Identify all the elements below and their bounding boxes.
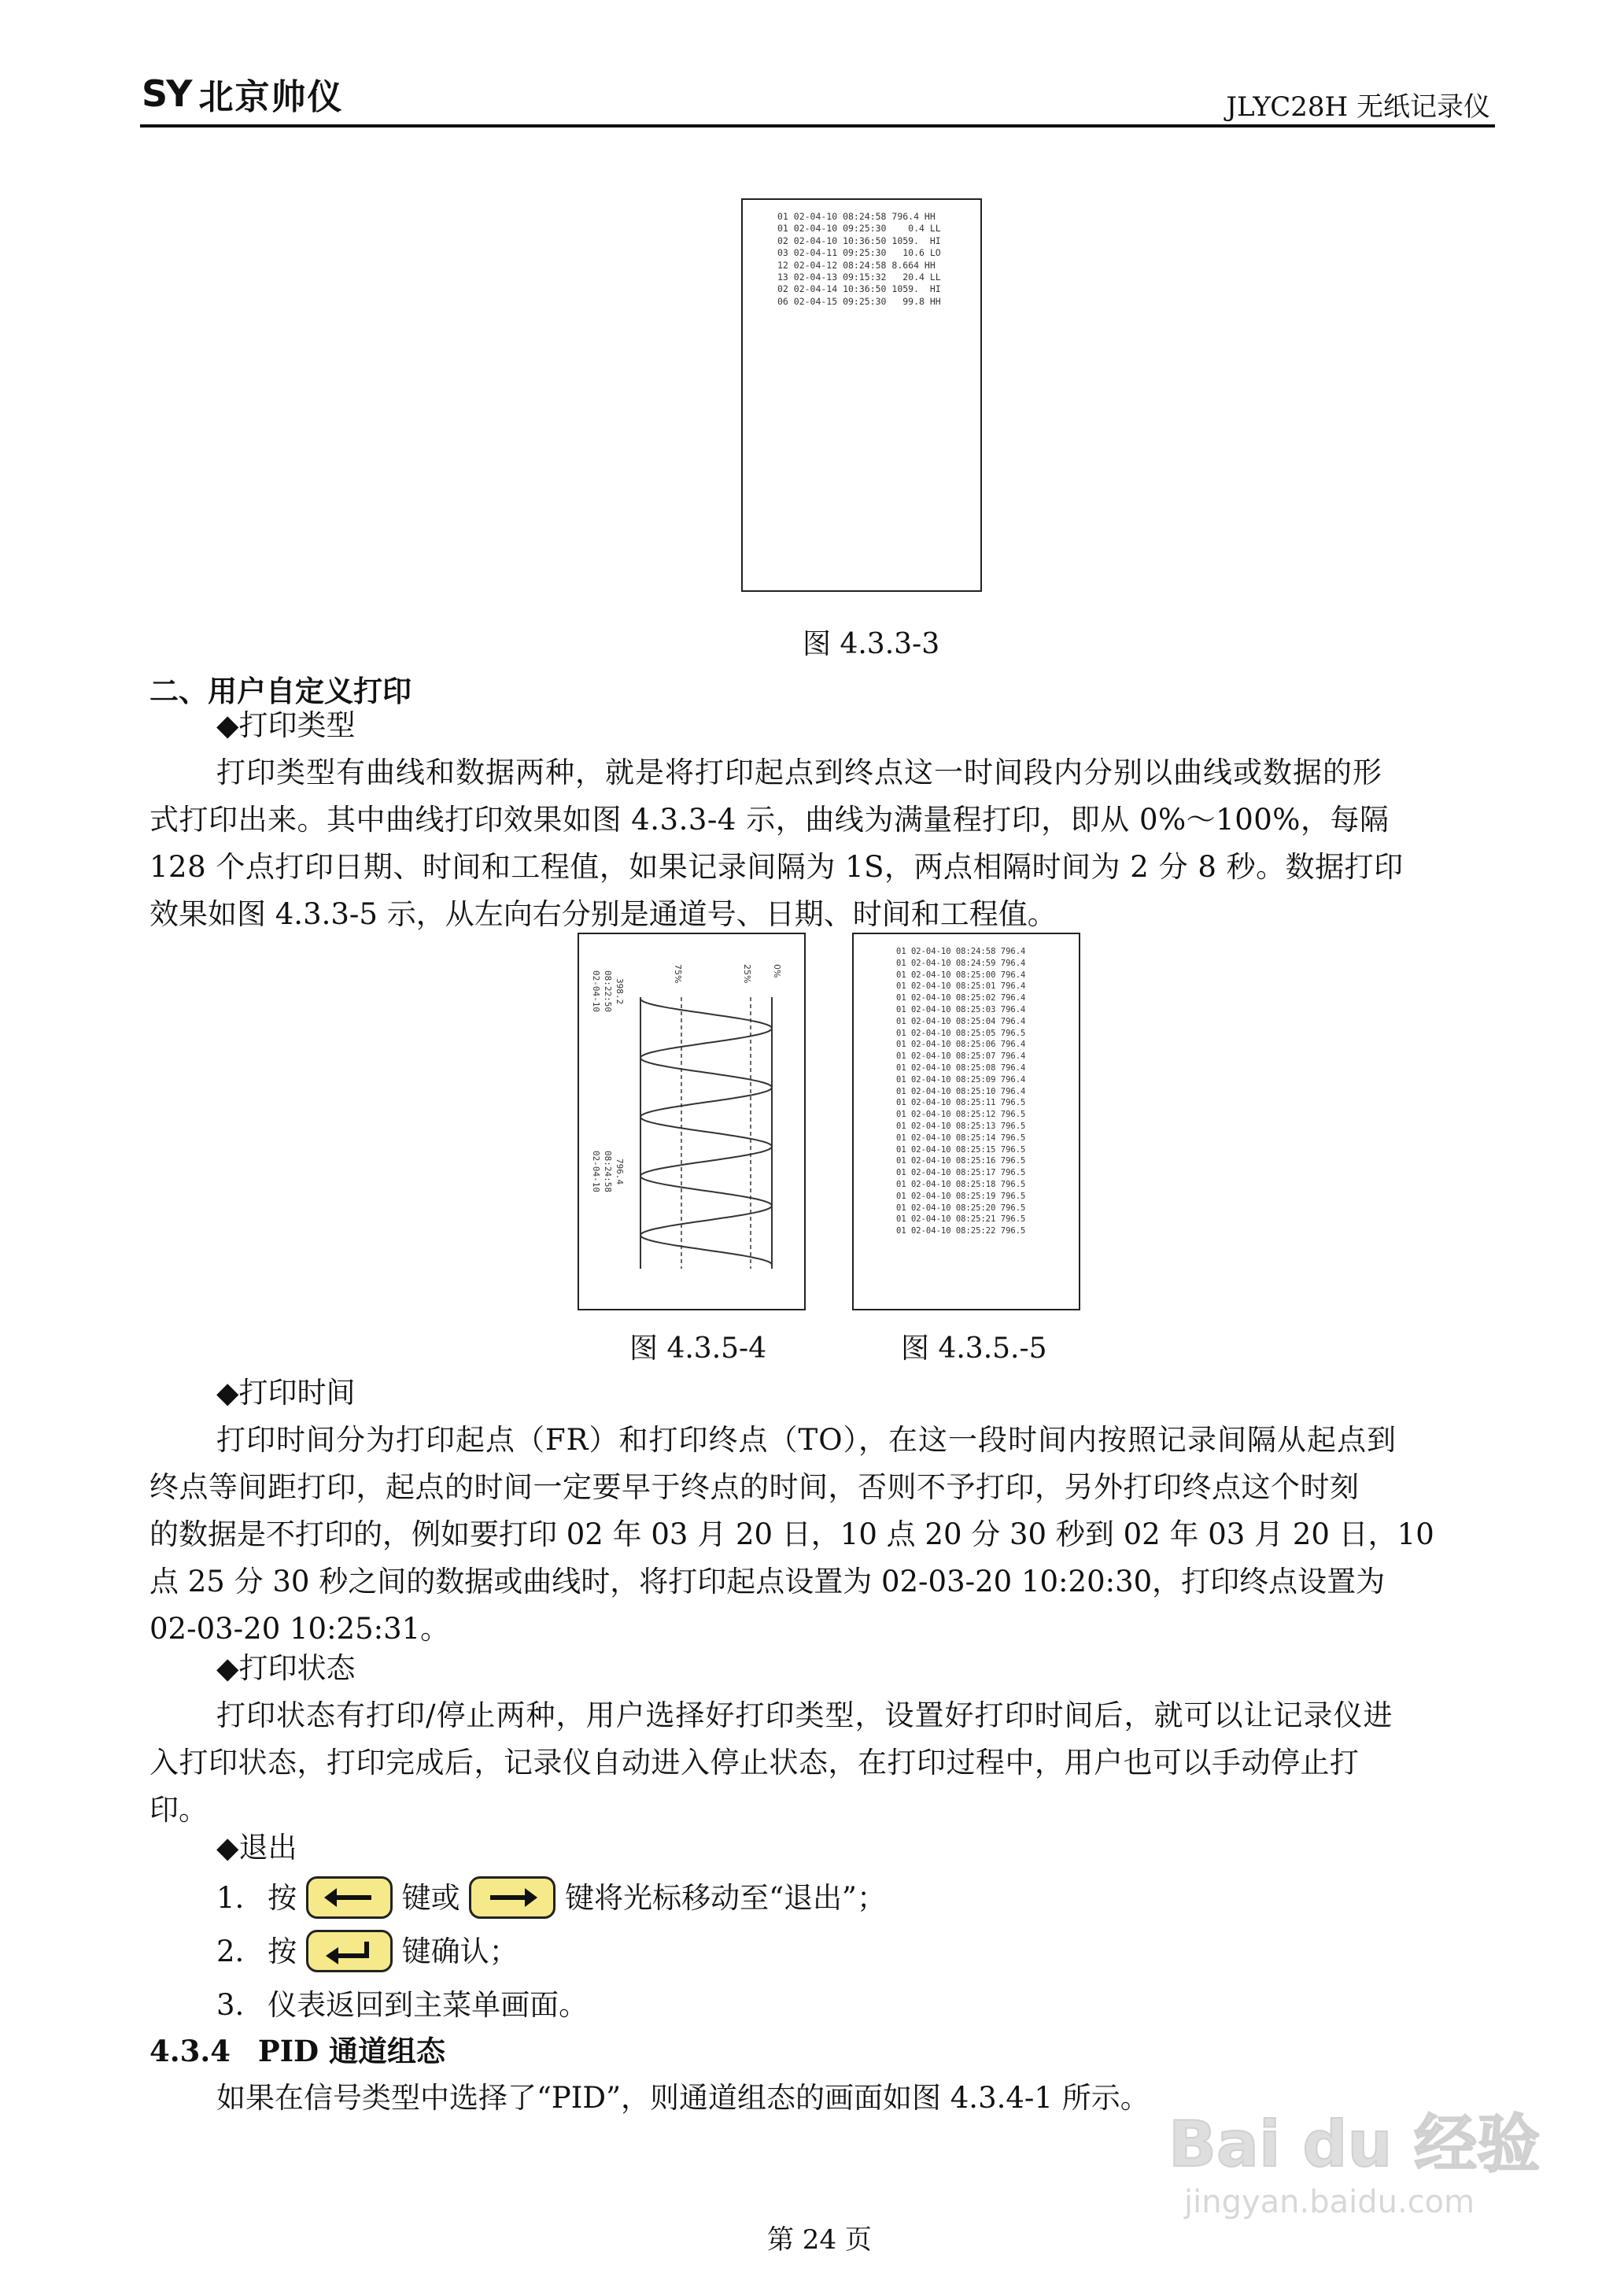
baidu-watermark <box>1168 2094 1540 2220</box>
header-divider <box>140 124 1495 128</box>
printout-line: 01 02-04-10 08:25:22 796.5 <box>896 1226 1026 1236</box>
curve-trace <box>640 999 772 1265</box>
printout-line: 01 02-04-10 08:25:02 796.4 <box>896 993 1026 1003</box>
print-time-paragraph <box>149 1417 1519 1653</box>
step-text: 按 <box>268 1881 297 1915</box>
exit-step-3 <box>216 1982 588 2029</box>
printout-line: 06 02-04-15 09:25:30 99.8 HH <box>777 295 941 307</box>
curve-printout-graphic <box>579 934 804 1309</box>
print-state-paragraph <box>149 1692 1519 1834</box>
print-time-heading: ◆打印时间 <box>216 1376 356 1410</box>
printout-line: 01 02-04-10 08:25:21 796.5 <box>896 1214 1026 1225</box>
alarm-printout-lines <box>777 211 941 308</box>
printout-line: 01 02-04-10 08:25:19 796.5 <box>896 1191 1026 1201</box>
top-label-value: 398.2 <box>615 978 625 1005</box>
printout-line: 01 02-04-10 08:25:05 796.5 <box>896 1028 1026 1038</box>
printout-line: 01 02-04-10 08:25:01 796.4 <box>896 981 1026 992</box>
paragraph-line: 效果如图 4.3.3-5 示，从左向右分别是通道号、日期、时间和工程值。 <box>149 897 1057 931</box>
printout-line: 01 02-04-10 08:25:20 796.5 <box>896 1203 1026 1213</box>
printout-line: 01 02-04-10 08:25:07 796.4 <box>896 1051 1026 1062</box>
printout-line: 01 02-04-10 08:25:16 796.5 <box>896 1156 1026 1166</box>
company-logo <box>142 72 343 115</box>
printout-line: 01 02-04-10 08:25:04 796.4 <box>896 1016 1026 1026</box>
paragraph-line: 128 个点打印日期、时间和工程值，如果记录间隔为 1S，两点相隔时间为 2 分 8 秒。数据打印 <box>149 850 1404 884</box>
printout-line: 01 02-04-10 08:25:15 796.5 <box>896 1144 1026 1155</box>
figure-caption-4-3-3-3: 图 4.3.3-3 <box>803 628 940 660</box>
step-number: 2. <box>216 1935 245 1968</box>
exit-step-1 <box>216 1875 886 1922</box>
right-arrow-key[interactable] <box>469 1876 555 1919</box>
pid-section-number: 4.3.4 <box>149 2034 231 2068</box>
figure-alarm-printout <box>741 198 982 592</box>
printout-line: 01 02-04-10 08:25:03 796.4 <box>896 1004 1026 1014</box>
section-title: 二、用户自定义打印 <box>149 674 412 708</box>
printout-line: 01 02-04-10 08:25:10 796.4 <box>896 1086 1026 1096</box>
printout-line: 01 02-04-10 08:25:18 796.5 <box>896 1179 1026 1189</box>
paragraph-line: 打印时间分为打印起点（FR）和打印终点（TO），在这一段时间内按照记录间隔从起点到 <box>216 1423 1397 1457</box>
step-text: 键或 <box>401 1881 460 1915</box>
step-text: 仪表返回到主菜单画面。 <box>268 1988 589 2022</box>
left-arrow-key[interactable] <box>306 1876 393 1919</box>
step-text: 键将光标移动至“退出”； <box>565 1881 886 1915</box>
printout-line: 01 02-04-10 09:25:30 0.4 LL <box>777 223 941 235</box>
paragraph-line: 02-03-20 10:25:31。 <box>149 1612 450 1646</box>
printout-line: 01 02-04-10 08:25:08 796.4 <box>896 1062 1026 1073</box>
paragraph-line: 打印状态有打印/停止两种，用户选择好打印类型，设置好打印时间后，就可以让记录仪进 <box>216 1698 1393 1732</box>
step-number: 3. <box>216 1988 245 2022</box>
page-number: 第 24 页 <box>767 2224 872 2256</box>
paragraph-line: 印。 <box>149 1793 208 1827</box>
watermark-brand: Bai du 经验 <box>1168 2108 1541 2181</box>
watermark-url: jingyan.baidu.com <box>1184 2184 1475 2220</box>
figure-curve-printout <box>578 933 806 1310</box>
figure-caption-4-3-5-5: 图 4.3.5.-5 <box>901 1332 1047 1365</box>
paragraph-line: 点 25 分 30 秒之间的数据或曲线时，将打印起点设置为 02-03-20 10:20:30，打印终点设置为 <box>149 1565 1386 1598</box>
paragraph-line: 终点等间距打印，起点的时间一定要早于终点的时间，否则不予打印，另外打印终点这个时刻 <box>149 1470 1360 1504</box>
bottom-label-time: 08:24:58 <box>603 1151 613 1192</box>
printout-line: 01 02-04-10 08:25:14 796.5 <box>896 1133 1026 1143</box>
pid-paragraph: 如果在信号类型中选择了“PID”，则通道组态的画面如图 4.3.4-1 所示。 <box>216 2081 1150 2115</box>
printout-line: 01 02-04-10 08:25:17 796.5 <box>896 1168 1026 1178</box>
step-text: 按 <box>268 1935 297 1968</box>
printout-line: 01 02-04-10 08:24:59 796.4 <box>896 958 1026 968</box>
printout-line: 01 02-04-10 08:25:00 796.4 <box>896 970 1026 980</box>
top-label-time: 08:22:50 <box>603 970 613 1012</box>
scale-label-0: 0% <box>772 964 782 978</box>
printout-line: 03 02-04-11 09:25:30 10.6 LO <box>777 247 941 259</box>
enter-key[interactable] <box>306 1930 393 1972</box>
printout-line: 12 02-04-12 08:24:58 8.664 HH <box>777 259 936 271</box>
left-arrow-icon <box>308 1879 390 1916</box>
printout-line: 02 02-04-14 10:36:50 1059. HI <box>777 283 941 295</box>
pid-section-title: PID 通道组态 <box>257 2034 445 2068</box>
paragraph-line: 式打印出来。其中曲线打印效果如图 4.3.3-4 示，曲线为满量程打印，即从 0%～100%，每隔 <box>149 803 1390 837</box>
printout-line: 13 02-04-13 09:15:32 20.4 LL <box>777 272 941 283</box>
step-number: 1. <box>216 1881 245 1915</box>
print-state-heading: ◆打印状态 <box>216 1651 356 1685</box>
enter-icon <box>308 1932 390 1970</box>
pid-section-heading <box>149 2027 445 2075</box>
printout-line: 01 02-04-10 08:25:06 796.4 <box>896 1040 1026 1050</box>
data-printout-lines <box>896 946 1025 1237</box>
printout-line: 01 02-04-10 08:24:58 796.4 HH <box>777 211 936 222</box>
scale-label-25: 25% <box>742 964 752 984</box>
logo-mark: SY <box>142 72 191 115</box>
paragraph-line: 入打印状态，打印完成后，记录仪自动进入停止状态，在打印过程中，用户也可以手动停止打 <box>149 1746 1360 1779</box>
print-type-heading: ◆打印类型 <box>216 708 356 742</box>
printout-line: 01 02-04-10 08:25:12 796.5 <box>896 1110 1026 1120</box>
paragraph-line: 的数据是不打印的，例如要打印 02 年 03 月 20 日，10 点 20 分 30 秒到 02 年 03 月 20 日，10 <box>149 1517 1434 1551</box>
printout-line: 01 02-04-10 08:24:58 796.4 <box>896 947 1026 956</box>
bottom-label-value: 796.4 <box>615 1159 625 1185</box>
print-type-paragraph <box>149 749 1519 938</box>
paragraph-line: 打印类型有曲线和数据两种，就是将打印起点到终点这一时间段内分别以曲线或数据的形 <box>216 756 1382 789</box>
figure-caption-4-3-5-4: 图 4.3.5-4 <box>629 1332 767 1365</box>
logo-text: 北京帅仪 <box>198 77 344 117</box>
step-text: 键确认； <box>401 1935 519 1968</box>
right-arrow-icon <box>471 1879 553 1916</box>
printout-line: 01 02-04-10 08:25:09 796.4 <box>896 1074 1026 1085</box>
printout-line: 02 02-04-10 10:36:50 1059. HI <box>777 235 941 246</box>
printout-line: 01 02-04-10 08:25:11 796.5 <box>896 1098 1026 1108</box>
document-title: JLYC28H 无纸记录仪 <box>1226 91 1490 123</box>
printout-line: 01 02-04-10 08:25:13 796.5 <box>896 1121 1026 1131</box>
exit-step-2 <box>216 1928 519 1975</box>
figure-data-printout <box>852 933 1080 1310</box>
top-label-date: 02-04-10 <box>591 970 601 1012</box>
bottom-label-date: 02-04-10 <box>591 1151 601 1192</box>
scale-label-75: 75% <box>673 964 683 984</box>
exit-heading: ◆退出 <box>216 1831 297 1864</box>
